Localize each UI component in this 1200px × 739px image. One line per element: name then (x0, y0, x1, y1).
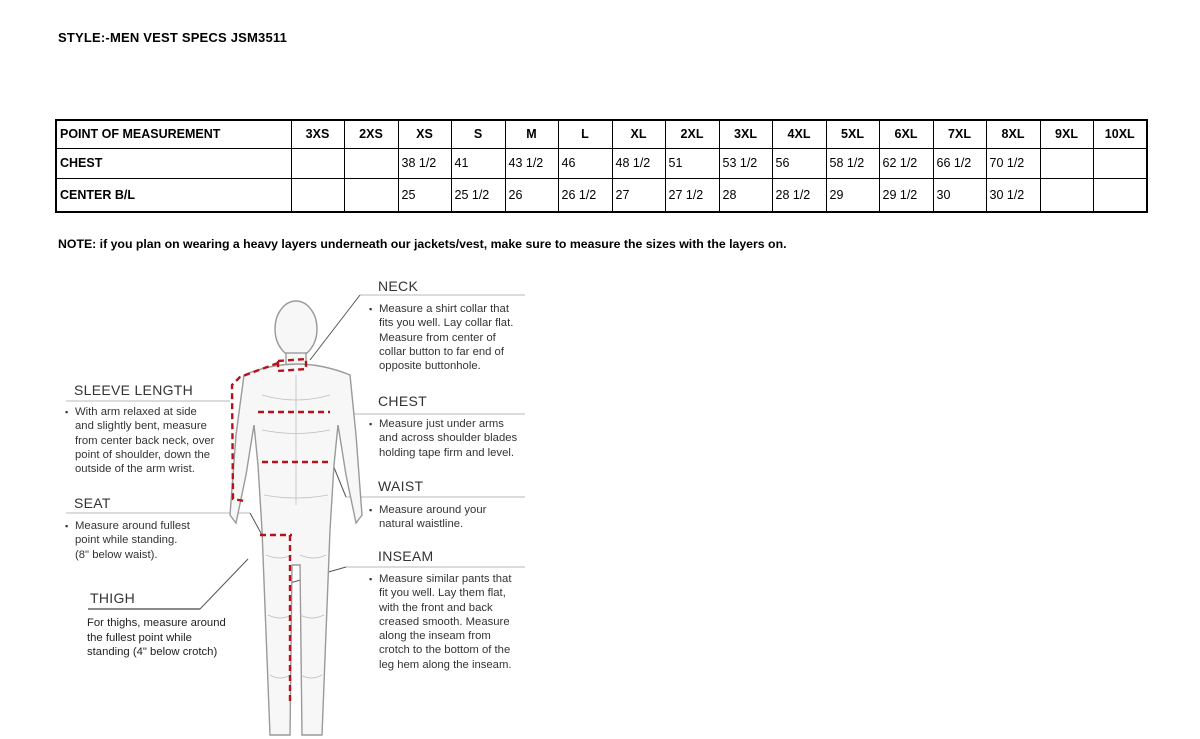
table-cell: 29 (826, 178, 879, 212)
seat-label: SEAT (74, 495, 111, 511)
spec-title: STYLE:-MEN VEST SPECS JSM3511 (58, 30, 288, 45)
sleeve-length-description: ▪ With arm relaxed at side and slightly bent, measure from center back neck, over point of shoulder, down the outside of the arm wrist. (75, 405, 214, 476)
table-cell: 48 1/2 (612, 148, 665, 178)
table-cell (291, 148, 344, 178)
row-label: CENTER B/L (56, 178, 291, 212)
table-cell (1040, 178, 1093, 212)
header-size-cell: 7XL (933, 120, 986, 148)
header-size-cell: L (558, 120, 612, 148)
table-cell: 51 (665, 148, 719, 178)
table-cell: 27 1/2 (665, 178, 719, 212)
table-cell: 53 1/2 (719, 148, 772, 178)
row-label: CHEST (56, 148, 291, 178)
table-cell: 62 1/2 (879, 148, 933, 178)
neck-description: ▪ Measure a shirt collar that fits you well. Lay collar flat. Measure from center of collar button to far end of opposite buttonhole. (379, 302, 513, 373)
table-cell: 25 (398, 178, 451, 212)
table-cell (344, 178, 398, 212)
table-cell: 41 (451, 148, 505, 178)
table-cell: 56 (772, 148, 826, 178)
header-size-cell: XS (398, 120, 451, 148)
table-cell: 28 (719, 178, 772, 212)
header-size-cell: M (505, 120, 558, 148)
table-cell (1040, 148, 1093, 178)
inseam-label: INSEAM (378, 548, 434, 564)
header-size-cell: 3XS (291, 120, 344, 148)
waist-label: WAIST (378, 478, 424, 494)
neck-label: NECK (378, 278, 419, 294)
body-outline (230, 301, 362, 735)
header-size-cell: XL (612, 120, 665, 148)
table-cell: 30 1/2 (986, 178, 1040, 212)
header-size-cell: 10XL (1093, 120, 1147, 148)
table-row-chest (56, 148, 1147, 178)
table-cell: 70 1/2 (986, 148, 1040, 178)
sleeve-length-label: SLEEVE LENGTH (74, 382, 194, 398)
header-size-cell: 2XL (665, 120, 719, 148)
table-cell: 26 (505, 178, 558, 212)
header-size-cell: 2XS (344, 120, 398, 148)
table-cell: 28 1/2 (772, 178, 826, 212)
table-cell: 43 1/2 (505, 148, 558, 178)
table-cell: 26 1/2 (558, 178, 612, 212)
table-cell (344, 148, 398, 178)
header-point-of-measurement: POINT OF MEASUREMENT (56, 120, 291, 148)
header-size-cell: 9XL (1040, 120, 1093, 148)
table-cell: 46 (558, 148, 612, 178)
thigh-label: THIGH (90, 590, 136, 606)
header-size-cell: 8XL (986, 120, 1040, 148)
inseam-description: ▪ Measure similar pants that fit you well. Lay them flat, with the front and back creased smooth. Measure along the inseam from crotch to the bottom of the leg hem along the inseam. (379, 572, 512, 672)
header-size-cell: 6XL (879, 120, 933, 148)
thigh-description: For thighs, measure around the fullest point while standing (4" below crotch) (87, 617, 226, 659)
waist-description: ▪ Measure around your natural waistline. (379, 503, 486, 532)
table-cell (1093, 148, 1147, 178)
table-cell: 29 1/2 (879, 178, 933, 212)
sizing-note: NOTE: if you plan on wearing a heavy layers underneath our jackets/vest, make sure to measure the sizes with the layers on. (58, 237, 787, 251)
seat-description: ▪ Measure around fullest point while standing. (8" below waist). (75, 519, 190, 562)
table-cell: 30 (933, 178, 986, 212)
table-cell: 66 1/2 (933, 148, 986, 178)
table-cell: 27 (612, 178, 665, 212)
table-cell: 58 1/2 (826, 148, 879, 178)
chest-label: CHEST (378, 393, 427, 409)
chest-description: ▪ Measure just under arms and across shoulder blades holding tape firm and level. (379, 417, 517, 460)
table-cell (291, 178, 344, 212)
header-size-cell: S (451, 120, 505, 148)
table-cell: 25 1/2 (451, 178, 505, 212)
header-size-cell: 4XL (772, 120, 826, 148)
table-cell (1093, 178, 1147, 212)
table-row-center-bl (56, 178, 1147, 212)
header-size-cell: 3XL (719, 120, 772, 148)
header-size-cell: 5XL (826, 120, 879, 148)
table-header-row (56, 120, 1147, 148)
size-spec-table (55, 119, 1148, 213)
table-cell: 38 1/2 (398, 148, 451, 178)
